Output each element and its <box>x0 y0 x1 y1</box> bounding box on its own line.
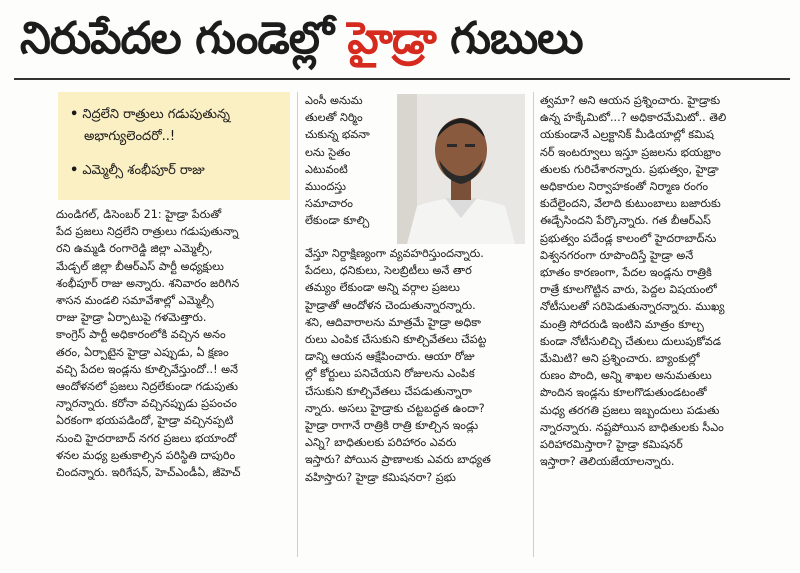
column-divider <box>533 92 534 557</box>
highlight-text: అభాగ్యులెందరో..! <box>84 129 176 144</box>
text-line: చిందన్నారు. ఇరిగేషన్, హెచ్ఎండీఏ, జీహెచ్ <box>56 466 241 480</box>
portrait-illustration <box>397 94 525 244</box>
bullet-icon: • <box>70 163 79 178</box>
text-line: రని ఉమ్మడి రంగారెడ్డి జిల్లా ఎమ్మెల్సీ, <box>56 242 213 256</box>
text-line: లేకుండా కూల్చి <box>305 214 370 228</box>
text-line: ఆందోళనలో ప్రజలు నిద్రలేకుండా గడుపుతు <box>56 380 238 394</box>
article-column-2-wrap <box>305 92 387 230</box>
headline-part1: నిరుపేదల గుండెల్లో <box>20 13 348 64</box>
text-line: ఈడ్చేసిందని పేర్కొన్నారు. గత బీఆర్ఎస్ <box>540 214 711 228</box>
article-column-1 <box>56 206 290 481</box>
text-line: ఎన్ని? బాధితులకు పరిహారం ఎవరు <box>305 436 457 450</box>
text-line: న్నారన్నారు. నష్టపోయిన బాధితులకు సీఎం <box>540 420 724 434</box>
text-line: శంభీపూర్ రాజు అన్నారు. శనివారం జరిగిన <box>56 276 240 290</box>
highlight-item <box>70 104 230 126</box>
text-line: విశ్వనగరంగా రూపొందిస్తే హైడ్రా అనే <box>540 248 694 262</box>
text-line: హైడ్రా రాగానే రాత్రికి రాత్రి కూల్చిన ఇండ్లు <box>305 419 479 433</box>
text-line: లను సైతం <box>305 145 351 159</box>
headline-divider <box>14 78 790 80</box>
text-line: వహిస్తారు? హైడ్రా కమిషనరా? ప్రభు <box>305 470 456 484</box>
text-line: నోటీసులతో సరిపెడుతున్నారన్నారు. ముఖ్య <box>540 300 725 314</box>
text-line: న్నారు. అసలు హైడ్రాకు చట్టబద్ధత ఉందా? <box>305 401 485 415</box>
text-line: రుణం పొంది, అన్ని శాఖల అనుమతులు <box>540 369 712 383</box>
text-line: భూతం కారణంగా, పేదల ఇండ్లను రాత్రికి <box>540 266 712 280</box>
highlight-text: ఎమ్మెల్సీ శంభీపూర్ రాజు <box>82 163 205 178</box>
text-line: దుండిగల్, డిసెంబర్ 21: హైడ్రా పేరుతో <box>56 208 222 221</box>
text-line: ఎంసీ అనుమ <box>305 94 363 107</box>
text-line: పేద ప్రజలు నిద్రలేని రాత్రులు గడుపుతున్నా <box>56 225 239 239</box>
highlight-text: నిద్రలేని రాత్రులు గడుపుతున్న <box>82 107 231 122</box>
text-line: ఏరకంగా భయపడిందో, హైడ్రా వచ్చినప్పటి <box>56 414 234 428</box>
headline-accent: హైడ్రా <box>347 13 436 64</box>
text-line: రాత్రే కూలగొట్టిన వారు, పెద్దల విషయంలో <box>540 283 717 297</box>
text-line: ఇస్తారా? తెలియజేయాలన్నారు. <box>540 455 675 469</box>
text-line: తులతో నిర్మిం <box>305 111 363 125</box>
text-line: యకుండానే ఎల్రక్టానిక్ మీడియాల్లో కమిష <box>540 128 714 142</box>
mlc-portrait-photo <box>397 94 525 244</box>
text-line: మేడ్చల్ జిల్లా బీఆర్ఎస్ పార్టీ అధ్యక్షులు <box>56 259 224 273</box>
text-line: పేదలు, ధనికులు, సెలబ్రిటీలు అనే తార <box>305 264 472 278</box>
article-column-2 <box>305 245 527 486</box>
text-line: ళనల మధ్య బ్రతుకాల్సిన పరిస్థితి దాపురిం <box>56 448 236 462</box>
text-line: ముందస్తు <box>305 180 347 194</box>
text-line: పరిహారమిస్తారా? హైడ్రా కమిషనర్ <box>540 438 683 452</box>
text-line: శాసన మండలి సమావేశాల్లో ఎమ్మెల్సీ <box>56 294 214 308</box>
bullet-icon: • <box>70 107 79 122</box>
highlight-item <box>70 160 205 182</box>
text-line: చేసుకుని కూల్చివేతలు చేపడుతున్నారా <box>305 384 472 398</box>
text-line: కుండా నోటీసులిచ్చి చేతులు దులుపుకోవడ <box>540 334 721 348</box>
text-line: సమాచారం <box>305 197 353 211</box>
text-line: నర్ ఇంటర్వూలు ఇస్తూ ప్రజలను భయభ్రాం <box>540 145 721 159</box>
text-line: ఎటువంటి <box>305 162 348 176</box>
text-line: మంత్రి సోదరుడి ఇంటిని మాత్రం కూల్చ <box>540 317 704 331</box>
text-line: చుకున్న భవనా <box>305 128 370 142</box>
text-line: వచ్చి పేదల ఇండ్లను కూల్చివేస్తుందో..! అనే <box>56 362 238 376</box>
text-line: తరం, ఏర్పాటైన హైడ్రా ఎప్పుడు, ఏ క్షణం <box>56 345 229 359</box>
text-line: కాంగ్రెస్ పార్టీ అధికారంలోకి వచ్చిన అనం <box>56 328 226 342</box>
text-line: ఇస్తారు? పోయిన ప్రాణాలకు ఎవరు బాధ్యత <box>305 453 491 467</box>
text-line: న్నారన్నారు. కరోనా వచ్చినప్పుడు ప్రపంచం <box>56 397 237 411</box>
text-line: ఉన్న హక్కేమిటో...? అధికారమేమిటో.. తెలి <box>540 111 727 125</box>
text-line: తమ్యం లేకుండా అన్ని వర్గాల ప్రజలు <box>305 281 460 295</box>
headline-part2: గుబులు <box>435 13 583 64</box>
text-line: డాన్ని ఆయన ఆక్షేపించారు. ఆయా రోజు <box>305 350 475 364</box>
text-line: మధ్య తరగతి ప్రజలు ఇబ్బందులు పడుతు <box>540 403 720 417</box>
text-line: రులు ఎంపిక చేసుకుని కూల్చివేతలు చేపట్ట <box>305 333 487 347</box>
text-line: కుదేలైందని, వేలాది కుటుంబాలు బజారుకు <box>540 197 721 211</box>
highlight-item-continued <box>84 126 175 148</box>
text-line: అధికారుల నిర్వాహకంతో నిర్మాణ రంగం <box>540 180 709 194</box>
text-line: రాజు హైడ్రా ఏర్పాటుపై గళమెత్తారు. <box>56 311 207 325</box>
text-line: ల్లో కోర్టులు పనిచేయని రోజులను ఎంపిక <box>305 367 475 381</box>
text-line: తులకు గురిచేశారన్నారు. ప్రభుత్వం, హైడ్రా <box>540 162 719 176</box>
text-line: హైడ్రాతో ఆందోళన చెందుతున్నారన్నారు. <box>305 298 476 312</box>
text-line: ప్రభుత్వం పదేండ్ల కాలంలో హైదరాబాద్‌ను <box>540 231 717 245</box>
article-column-3 <box>540 92 776 470</box>
text-line: వేస్తూ నిర్దాక్షిణ్యంగా వ్యవహరిస్తుందన్నారు. <box>305 247 484 260</box>
column-divider <box>297 92 298 557</box>
text-line: త్వమా? అని ఆయన ప్రశ్నించారు. హైడ్రాకు <box>540 94 721 107</box>
text-line: నుంచి హైదరాబాద్ నగర ప్రజలు భయాందో <box>56 431 237 445</box>
text-line: మేమిటి? అని ప్రశ్నించారు. బ్యాంకుల్లో <box>540 352 700 366</box>
headline <box>20 8 790 70</box>
text-line: శని, ఆదివారాలను మాత్రమే హైడ్రా అధికా <box>305 315 481 329</box>
text-line: పొందిన ఇండ్లను కూలగొడుతుండటంతో <box>540 386 707 400</box>
